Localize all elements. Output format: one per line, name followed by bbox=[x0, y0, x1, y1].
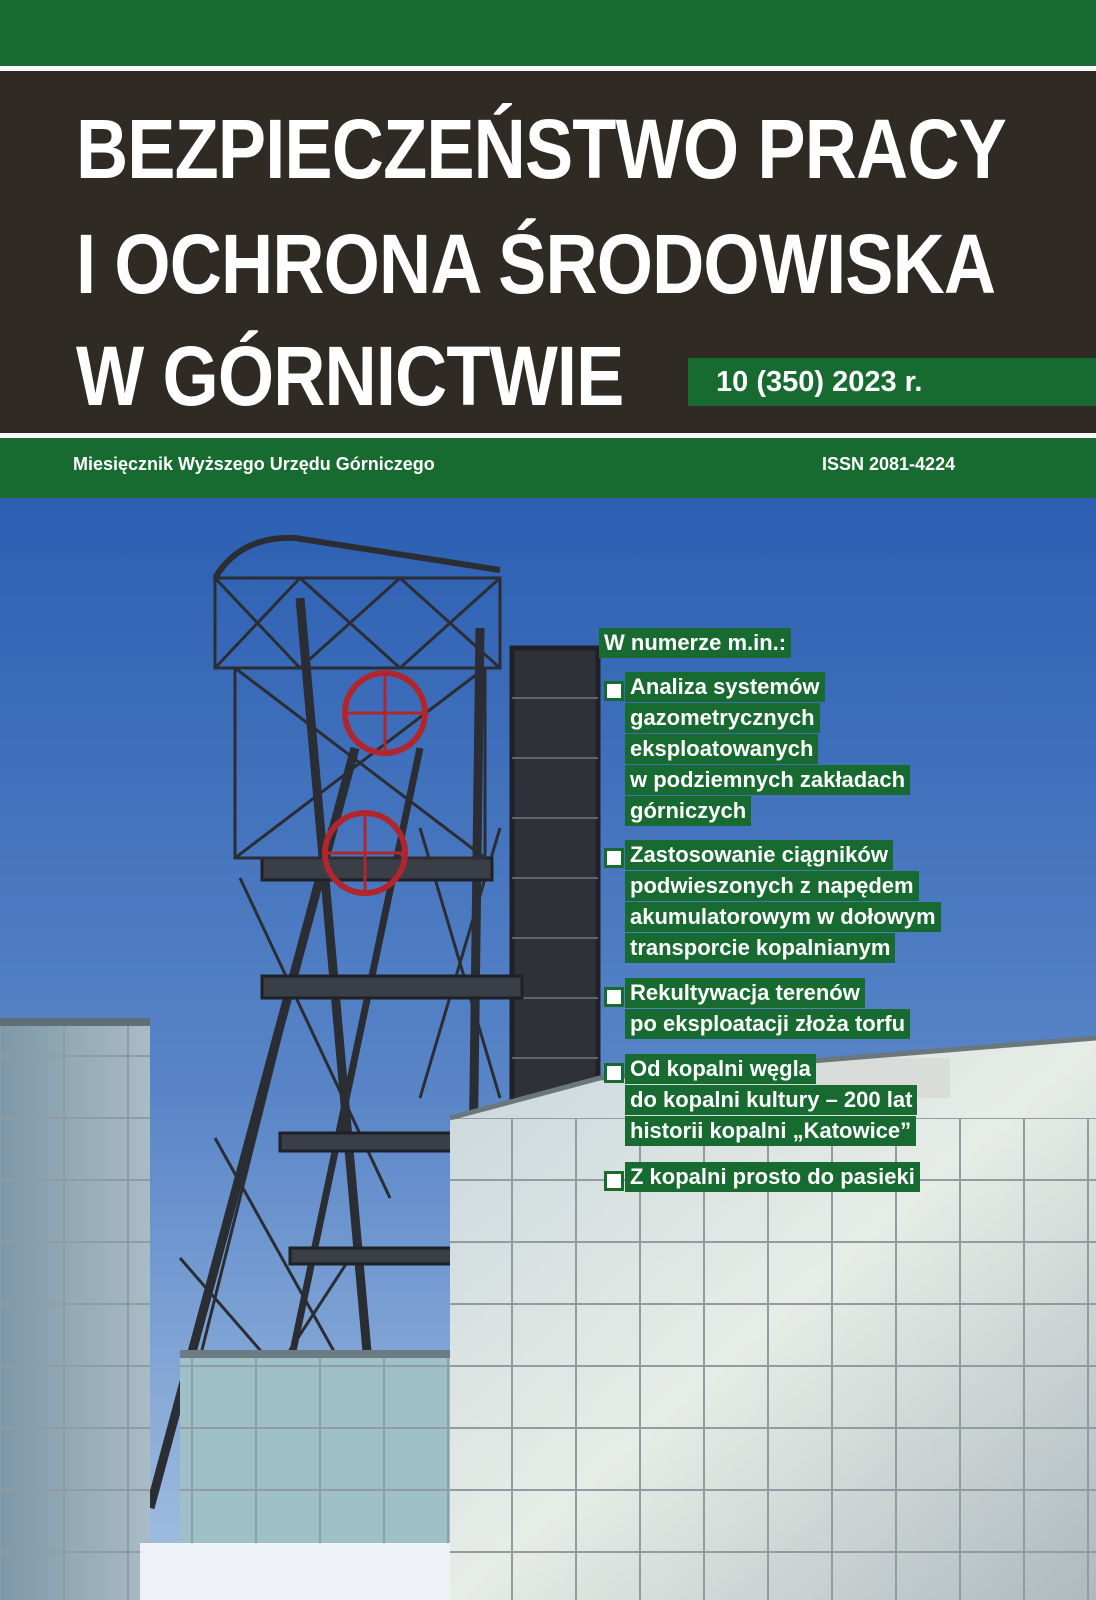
contents-item-line: podwieszonych z napędem bbox=[625, 871, 919, 901]
bullet-square-icon bbox=[604, 848, 624, 868]
contents-item-line: eksploatowanych bbox=[625, 734, 818, 764]
contents-item-line: Zastosowanie ciągników bbox=[625, 840, 893, 870]
bullet-square-icon bbox=[604, 1171, 624, 1191]
bullet-square-icon bbox=[604, 1063, 624, 1083]
publisher-line: Miesięcznik Wyższego Urzędu Górniczego bbox=[73, 454, 435, 474]
journal-title-line: BEZPIECZEŃSTWO PRACY bbox=[76, 102, 1007, 196]
bullet-square-icon bbox=[604, 681, 624, 701]
contents-item-line: górniczych bbox=[625, 796, 751, 826]
bullet-square-icon bbox=[604, 987, 624, 1007]
contents-item-line: transporcie kopalnianym bbox=[625, 933, 895, 963]
cover-photo bbox=[0, 498, 1096, 1600]
contents-item-line: Rekultywacja terenów bbox=[625, 978, 865, 1008]
contents-item-line: Z kopalni prosto do pasieki bbox=[625, 1162, 920, 1192]
contents-heading: W numerze m.in.: bbox=[599, 628, 791, 658]
journal-title-line: I OCHRONA ŚRODOWISKA bbox=[76, 217, 996, 311]
issn: ISSN 2081-4224 bbox=[822, 454, 956, 474]
contents-item-line: do kopalni kultury – 200 lat bbox=[625, 1085, 917, 1115]
journal-title-line: W GÓRNICTWIE bbox=[76, 329, 624, 423]
contents-item-line: po eksploatacji złoża torfu bbox=[625, 1009, 910, 1039]
contents-item-line: akumulatorowym w dołowym bbox=[625, 902, 941, 932]
contents-item-line: Od kopalni węgla bbox=[625, 1054, 816, 1084]
contents-item-line: w podziemnych zakładach bbox=[625, 765, 910, 795]
contents-item-line: historii kopalni „Katowice” bbox=[625, 1116, 916, 1146]
top-green-band bbox=[0, 0, 1096, 66]
contents-item-line: gazometrycznych bbox=[625, 703, 820, 733]
contents-item-line: Analiza systemów bbox=[625, 672, 825, 702]
mine-shaft-tower-illustration bbox=[0, 498, 1096, 1600]
issue-number: 10 (350) 2023 r. bbox=[688, 358, 1096, 406]
